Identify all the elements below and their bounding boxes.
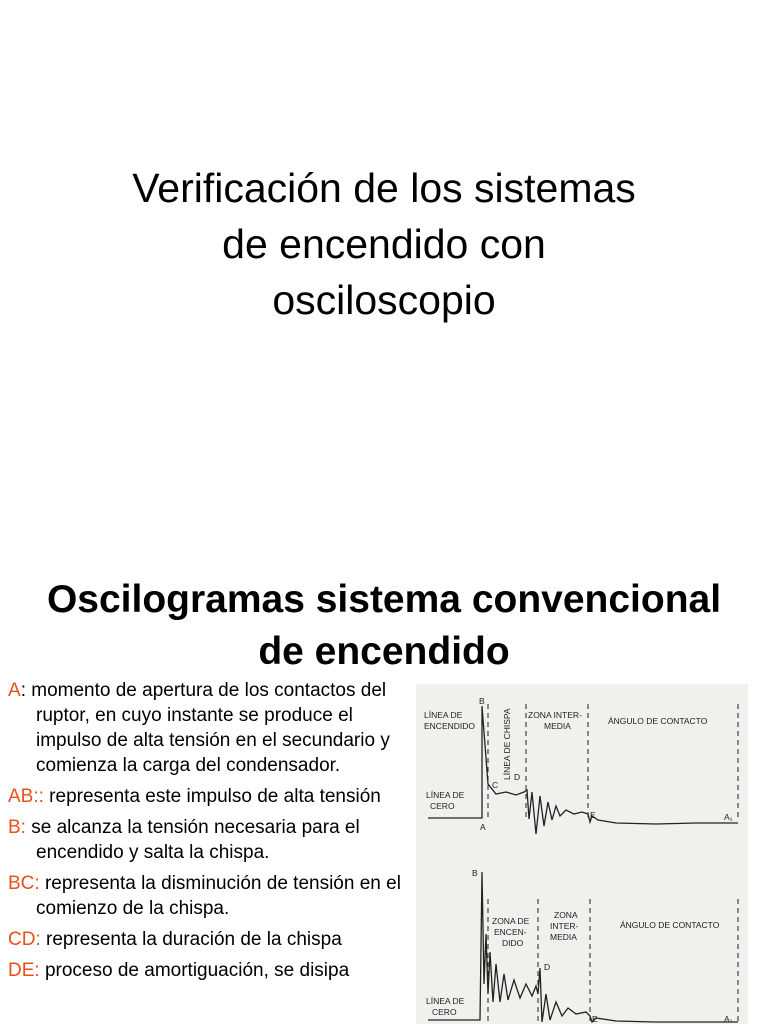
slide1-title-line: osciloscopio [272, 277, 496, 323]
slide2-title [0, 574, 768, 678]
bullet-term: BC: [8, 873, 40, 894]
label-linea-encendido: ENCENDIDO [424, 721, 476, 731]
bullet-term: A [8, 680, 21, 701]
point-label: E [592, 1014, 598, 1024]
label-zona-encendido: ENCEN- [494, 927, 527, 937]
label-zona-intermedia: MEDIA [544, 721, 571, 731]
bullet-item [8, 784, 412, 809]
point-label: D [514, 772, 521, 782]
label-zona-intermedia: INTER- [550, 921, 579, 931]
point-label: B [479, 696, 485, 706]
bottom-oscillogram [428, 872, 738, 1024]
waveform-bottom [428, 872, 738, 1022]
point-label: D [544, 962, 551, 972]
bullet-text: representa la duración de la chispa [40, 929, 342, 950]
oscillogram-figure [416, 684, 748, 1024]
bullet-term: B: [8, 817, 26, 838]
point-label: A₁ [724, 812, 733, 822]
bottom-labels [426, 868, 733, 1024]
oscillogram-svg [416, 684, 748, 1024]
label-linea-cero: LÍNEA DE [426, 996, 465, 1006]
label-linea-encendido: LÍNEA DE [424, 710, 463, 720]
slide1-title-line: Verificación de los sistemas [132, 165, 636, 211]
bullet-item [8, 871, 412, 921]
bullet-term: CD: [8, 929, 41, 950]
bullet-text: : momento de apertura de los contactos del ruptor, en cuyo instante se produce el impulso de alta tensión en el secundario y comienza la carga del condensador. [20, 680, 390, 776]
bullet-term: DE: [8, 960, 40, 981]
point-label: B [472, 868, 478, 878]
point-label: A₁ [724, 1014, 733, 1024]
label-linea-cero: LÍNEA DE [426, 790, 465, 800]
slide1-title-line: de encendido con [222, 221, 546, 267]
bullet-list [8, 678, 412, 989]
bullet-text: representa este impulso de alta tensión [43, 786, 381, 807]
label-zona-encendido: ZONA DE [492, 916, 530, 926]
label-zona-encendido: DIDO [502, 938, 524, 948]
slide2-title-line: de encendido [258, 630, 510, 673]
bullet-term: AB:: [8, 786, 44, 807]
label-linea-cero: CERO [432, 1007, 457, 1017]
slide2-title-line: Oscilogramas sistema convencional [46, 578, 722, 621]
bullet-item [8, 958, 412, 983]
label-zona-intermedia: ZONA [554, 910, 578, 920]
point-label: C [492, 780, 499, 790]
label-zona-intermedia: MEDIA [550, 932, 577, 942]
slide1-title [0, 160, 768, 328]
label-angulo-contacto: ÁNGULO DE CONTACTO [608, 716, 708, 726]
bullet-item [8, 678, 412, 778]
point-label: E [590, 810, 596, 820]
point-label: A [480, 822, 486, 832]
label-zona-intermedia: ZONA INTER- [528, 710, 582, 720]
label-linea-cero: CERO [430, 801, 455, 811]
bullet-text: proceso de amortiguación, se disipa [39, 960, 350, 981]
bullet-text: se alcanza la tensión necesaria para el encendido y salta la chispa. [25, 817, 360, 863]
label-linea-chispa: LÍNEA DE CHISPA [502, 708, 512, 780]
label-angulo-contacto: ÁNGULO DE CONTACTO [620, 920, 720, 930]
top-labels [424, 696, 733, 832]
bullet-text: representa la disminución de tensión en el comienzo de la chispa. [36, 873, 401, 919]
bullet-item [8, 927, 412, 952]
bullet-item [8, 815, 412, 865]
